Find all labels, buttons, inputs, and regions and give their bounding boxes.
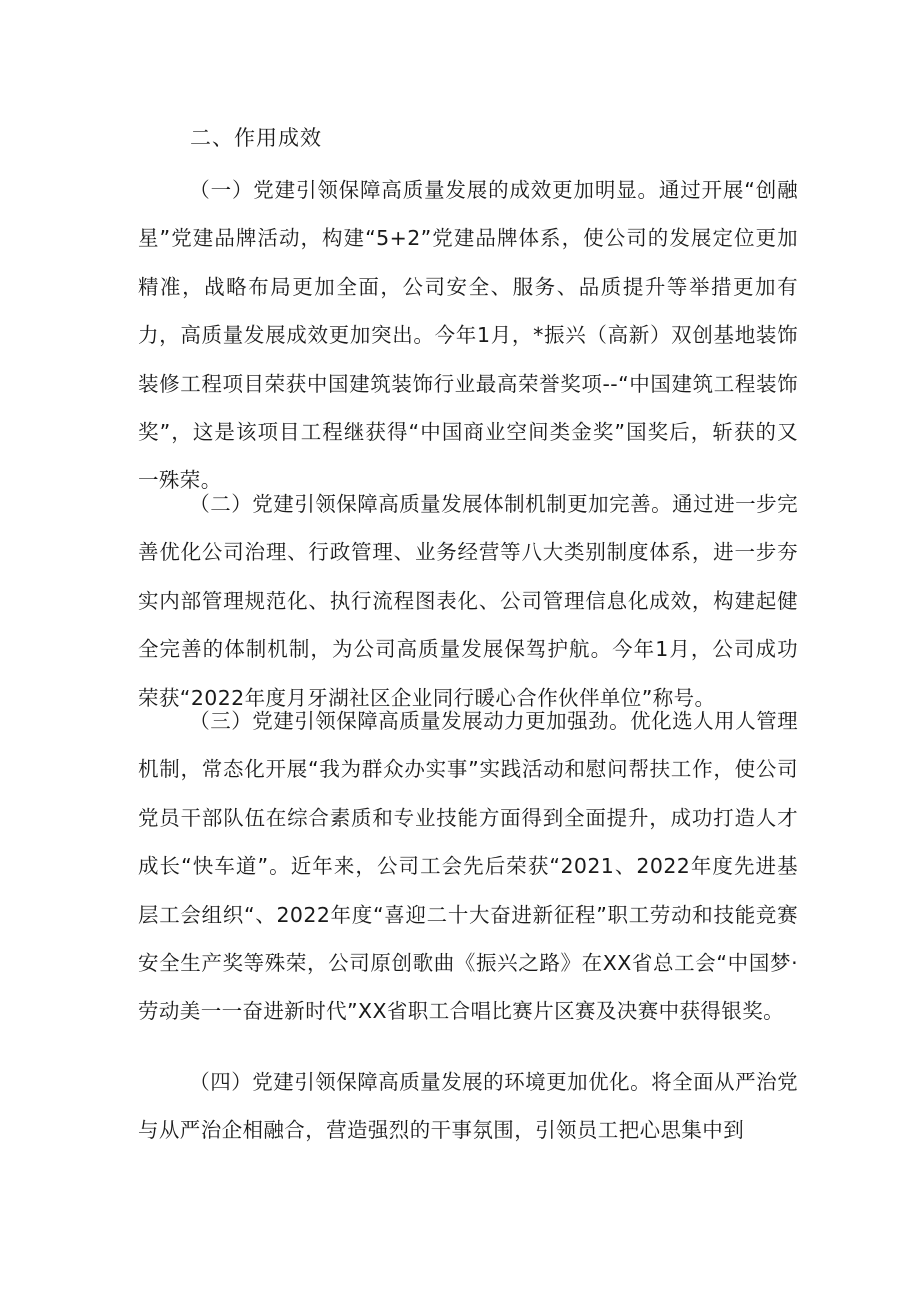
section-heading: 二、作用成效 <box>190 126 322 150</box>
paragraph-4: （四）党建引领保障高质量发展的环境更加优化。将全面从严治党与从严治企相融合，营造强烈的干事氛围，引领员工把心思集中到 <box>138 1070 798 1143</box>
paragraph-1: （一）党建引领保障高质量发展的成效更加明显。通过开展“创融星”党建品牌活动，构建“5+2”党建品牌体系，使公司的发展定位更加精准，战略布局更加全面，公司安全、服务、品质提升等举措更加有力，高质量发展成效更加突出。今年1月，*振兴（高新）双创基地装饰装修工程项目荣获中国建筑装饰行业最高荣誉奖项--“中国建筑工程装饰奖”，这是该项目工程继获得“中国商业空间类金奖”国奖后，斩获的又一殊荣。 <box>138 178 798 493</box>
paragraph-2: （二）党建引领保障高质量发展体制机制更加完善。通过进一步完善优化公司治理、行政管理、业务经营等八大类别制度体系，进一步夯实内部管理规范化、执行流程图表化、公司管理信息化成效，构建起健全完善的体制机制，为公司高质量发展保驾护航。今年1月，公司成功荣获“2022年度月牙湖社区企业同行暖心合作伙伴单位”称号。 <box>138 492 798 710</box>
paragraph-3: （三）党建引领保障高质量发展动力更加强劲。优化选人用人管理机制，常态化开展“我为群众办实事”实践活动和慰问帮扶工作，使公司党员干部队伍在综合素质和专业技能方面得到全面提升，成功打造人才成长“快车道”。近年来，公司工会先后荣获“2021、2022年度先进基层工会组织“、2022年度“喜迎二十大奋进新征程”职工劳动和技能竞赛安全生产奖等殊荣，公司原创歌曲《振兴之路》在XX省总工会“中国梦·劳动美一一奋进新时代”XX省职工合唱比赛片区赛及决赛中获得银奖。 <box>138 709 798 1024</box>
